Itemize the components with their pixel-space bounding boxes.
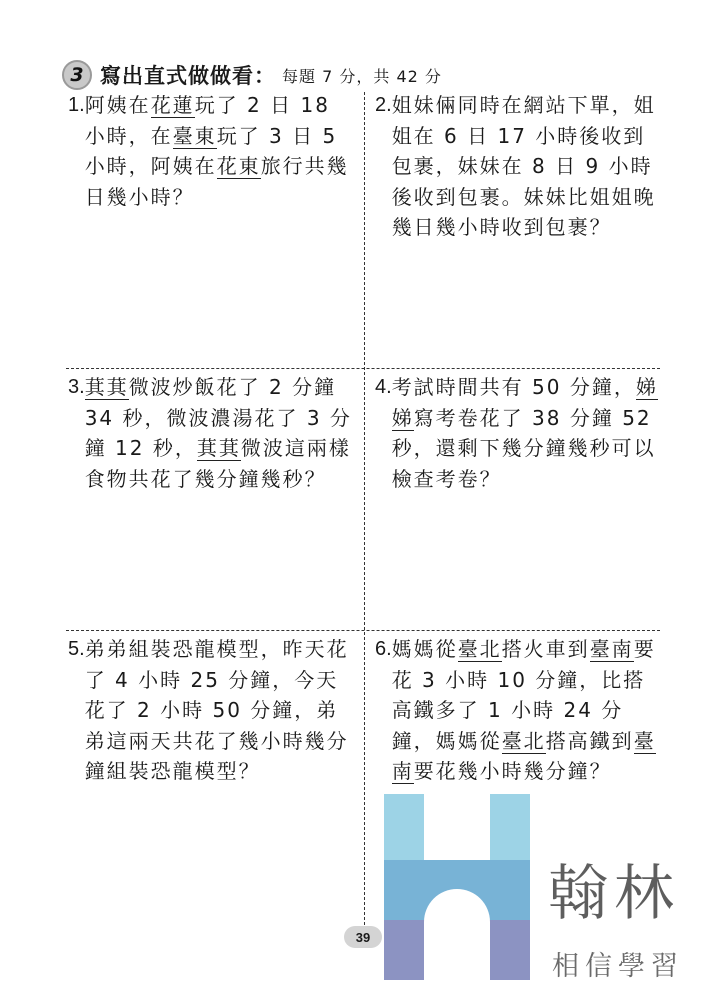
text-segment: 要花幾小時幾分鐘？ (413, 759, 612, 783)
text-segment: 搭高鐵到 (545, 728, 634, 753)
proper-noun: 娣娣 (391, 375, 658, 430)
text-segment: 考試時間共有 50 分鐘， (391, 375, 636, 399)
proper-noun: 臺東 (172, 123, 217, 148)
proper-noun: 萁萁 (84, 375, 129, 399)
problem-number: 3. (68, 376, 85, 398)
text-segment: 寫考卷花了 38 分鐘 52 秒，還剩下幾分鐘幾秒可以檢查考卷？ (391, 405, 656, 491)
problem-5 (68, 634, 358, 787)
proper-noun: 臺南 (391, 728, 656, 783)
problem-text (392, 634, 665, 787)
text-segment: 弟弟組裝恐龍模型，昨天花了 4 小時 25 分鐘，今天花了 2 小時 50 分鐘，弟弟這兩天共花了幾小時幾分鐘組裝恐龍模型？ (84, 637, 349, 783)
proper-noun: 花蓮 (150, 93, 195, 117)
problem-number: 1. (68, 94, 85, 116)
problem-6 (375, 634, 665, 787)
problem-3 (68, 372, 358, 494)
brand-logo-mark (384, 794, 530, 980)
problem-4 (375, 372, 665, 494)
scoring-note: 每題 7 分，共 42 分 (282, 66, 442, 86)
problem-text (85, 90, 358, 212)
text-segment: 微波這兩樣食物共花了幾分鐘幾秒？ (84, 436, 351, 491)
column-divider (364, 92, 365, 930)
text-segment: 旅行共幾日幾小時？ (84, 154, 349, 209)
brand-slogan: 相信學習 (552, 951, 684, 982)
proper-noun: 臺北 (457, 637, 502, 661)
row-divider-2 (66, 630, 660, 631)
row-divider-1 (66, 368, 660, 369)
text-segment: 玩了 2 日 18 小時，在 (84, 93, 330, 148)
brand-name: 翰林 (548, 859, 680, 929)
problem-number: 6. (375, 638, 392, 660)
problem-text (392, 372, 665, 494)
section-title: 寫出直式做做看： (100, 64, 276, 88)
text-segment: 微波炒飯花了 2 分鐘 34 秒，微波濃湯花了 3 分鐘 12 秒， (84, 375, 352, 460)
text-segment: 搭火車到 (501, 637, 590, 661)
text-segment: 要花 3 小時 10 分鐘，比搭高鐵多了 1 小時 24 分鐘，媽媽從 (391, 637, 656, 753)
problem-1 (68, 90, 358, 212)
page-number: 39 (344, 926, 382, 948)
proper-noun: 萁萁 (196, 436, 241, 460)
problem-number: 5. (68, 638, 85, 660)
text-segment: 媽媽從 (391, 637, 458, 661)
problem-text (392, 90, 665, 243)
problem-number: 4. (375, 376, 392, 398)
proper-noun: 花東 (216, 154, 261, 178)
section-header (62, 58, 442, 92)
text-segment: 玩了 3 日 5 小時，阿姨在 (84, 123, 338, 178)
section-number-badge: 3 (62, 60, 92, 90)
problem-number: 2. (375, 94, 392, 116)
text-segment: 阿姨在 (84, 93, 151, 117)
problem-text (85, 634, 358, 787)
proper-noun: 臺南 (589, 637, 634, 661)
problem-text (85, 372, 358, 494)
proper-noun: 臺北 (501, 728, 546, 753)
text-segment: 姐妹倆同時在網站下單，姐姐在 6 日 17 小時後收到包裹，妹妹在 8 日 9 小時後收到包裹。妹妹比姐姐晚幾日幾小時收到包裹？ (391, 93, 656, 239)
problem-2 (375, 90, 665, 243)
